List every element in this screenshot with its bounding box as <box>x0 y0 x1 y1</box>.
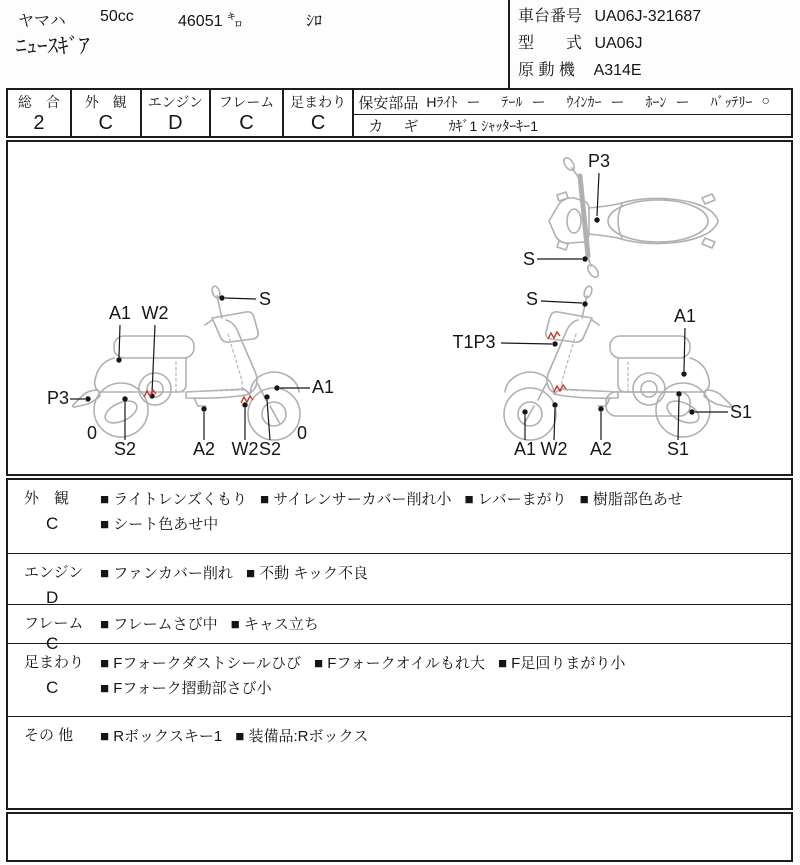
grade-cell-overall <box>8 90 72 136</box>
grade-label: 外 観 <box>84 94 127 110</box>
condition-item: ■ Fフォーク摺動部さび小 <box>100 680 272 697</box>
safety-item-winker: ｳｲﾝｶｰ ー <box>566 94 625 110</box>
engine-code-label: 原 動 機 <box>518 62 575 79</box>
safety-item-battery: ﾊﾞｯﾃﾘｰ ○ <box>710 92 770 110</box>
damage-code-label: W2 <box>141 303 169 323</box>
damage-code-label: 0 <box>296 423 308 443</box>
condition-row-engine <box>8 554 791 605</box>
label-dot <box>681 371 686 376</box>
safety-parts-box <box>354 90 791 136</box>
label-leader-line <box>554 408 555 440</box>
grade-label: エンジン <box>147 94 204 110</box>
condition-label: エンジン <box>24 564 84 581</box>
grade-cell-undercarriage <box>284 90 355 136</box>
damage-code-label: S1 <box>729 402 753 422</box>
grade-value: C <box>98 112 113 134</box>
condition-label: フレーム <box>24 615 84 632</box>
condition-grade: C <box>46 634 59 653</box>
label-dot <box>85 396 90 401</box>
grade-cell-frame <box>211 90 284 136</box>
label-dot <box>116 357 121 362</box>
label-dot <box>264 394 269 399</box>
label-dot <box>594 217 599 222</box>
condition-items <box>100 554 791 604</box>
condition-item: ■ ライトレンズくもり <box>100 491 247 508</box>
label-dot <box>582 256 587 261</box>
condition-grade: C <box>46 678 59 697</box>
safety-item-headlight: Hﾗｲﾄ ー <box>426 94 481 110</box>
chassis-number-value: UA06J-321687 <box>594 8 702 25</box>
damage-code-label: S2 <box>258 439 282 459</box>
damage-code-label: P3 <box>587 151 611 171</box>
model-code-row <box>518 30 701 57</box>
grade-label: 足まわり <box>290 94 347 110</box>
condition-head <box>8 644 100 716</box>
condition-items <box>100 717 791 806</box>
label-dot <box>689 409 694 414</box>
label-leader-line <box>678 397 679 440</box>
condition-head <box>8 480 100 553</box>
condition-item: ■ レバーまがり <box>464 491 567 508</box>
damage-diagram-box <box>6 140 793 476</box>
label-dot <box>122 396 127 401</box>
damage-diagram <box>8 142 791 474</box>
label-dot <box>552 402 557 407</box>
safety-parts-row <box>354 90 791 115</box>
condition-items <box>100 644 791 716</box>
damage-code-label: S2 <box>113 439 137 459</box>
grade-summary-table <box>6 88 793 138</box>
safety-item-tail: ﾃｰﾙ ー <box>501 94 546 110</box>
condition-item: ■ サイレンサーカバー削れ小 <box>259 491 452 508</box>
grade-value: D <box>168 112 183 134</box>
condition-item: ■ Fフォークダストシールひび <box>100 655 302 672</box>
condition-row-frame <box>8 605 791 653</box>
chassis-number-row <box>518 3 701 30</box>
remarks-empty-box <box>6 812 793 862</box>
key-row <box>354 115 791 136</box>
condition-item: ■ Fフォークオイルもれ大 <box>314 655 485 672</box>
vehicle-info <box>518 3 701 84</box>
condition-row-other <box>8 717 791 806</box>
condition-item: ■ キャス立ち <box>230 616 319 633</box>
scooter-top-view <box>549 156 718 279</box>
grade-label: 総 合 <box>17 94 60 110</box>
scooter-right-side-view <box>504 285 731 440</box>
condition-item: ■ F足回りまがり小 <box>497 655 626 672</box>
condition-label: その 他 <box>24 727 74 744</box>
condition-row-exterior <box>8 480 791 554</box>
damage-code-label: S <box>522 249 536 269</box>
damage-code-label: S <box>258 289 272 309</box>
header-divider <box>508 0 510 88</box>
damage-code-label: P3 <box>46 388 70 408</box>
key-value: ｶｷﾞ1 ｼｬｯﾀｰｷｰ1 <box>448 117 539 134</box>
label-dot <box>552 341 557 346</box>
condition-grade: D <box>46 588 59 607</box>
header <box>0 0 800 88</box>
damage-code-label: S1 <box>666 439 690 459</box>
condition-item: ■ 樹脂部色あせ <box>579 491 683 508</box>
body-color: ｼﾛ <box>306 13 323 30</box>
condition-item: ■ ファンカバー削れ <box>100 565 233 582</box>
label-leader-line <box>597 173 599 216</box>
damage-code-label: W2 <box>231 439 259 459</box>
label-dot <box>274 385 279 390</box>
grade-value: C <box>239 112 254 134</box>
condition-row-undercarriage <box>8 644 791 717</box>
condition-item: ■ シート色あせ中 <box>100 516 219 533</box>
grade-value: 2 <box>33 112 45 134</box>
condition-label: 足まわり <box>24 654 85 671</box>
grade-cell-engine <box>142 90 212 136</box>
damage-code-label: 0 <box>86 423 98 443</box>
label-dot <box>522 409 527 414</box>
damage-code-label: A1 <box>311 377 335 397</box>
condition-grade: C <box>46 514 59 533</box>
condition-head <box>8 605 100 653</box>
label-leader-line <box>541 301 582 303</box>
chassis-number-label: 車台番号 <box>518 8 583 25</box>
model-code-label: 型 式 <box>518 35 583 52</box>
displacement: 50cc <box>100 8 134 25</box>
model-code-value: UA06J <box>594 35 643 52</box>
condition-label: 外 観 <box>24 490 70 507</box>
condition-items <box>100 480 791 553</box>
damage-code-label: T1P3 <box>452 332 496 352</box>
condition-item: ■ フレームさび中 <box>100 616 218 633</box>
damage-code-label: W2 <box>540 439 568 459</box>
damage-code-label: A1 <box>108 303 132 323</box>
condition-item: ■ 不動 キック不良 <box>245 565 369 582</box>
condition-head <box>8 717 100 806</box>
label-leader-line <box>501 343 552 344</box>
label-leader-line <box>119 325 120 357</box>
damage-code-label: A2 <box>192 439 216 459</box>
condition-head <box>8 554 100 607</box>
diagram-annotations <box>47 151 752 459</box>
condition-item: ■ Rボックスキー1 <box>100 728 223 745</box>
label-dot <box>598 406 603 411</box>
safety-item-horn: ﾎｰﾝ ー <box>645 94 690 110</box>
label-leader-line <box>225 298 256 299</box>
label-dot <box>582 301 587 306</box>
grade-cell-exterior <box>72 90 142 136</box>
grade-label: フレーム <box>218 94 275 110</box>
engine-code-value: A314E <box>593 62 642 79</box>
condition-item: ■ 装備品:Rボックス <box>235 728 369 745</box>
label-leader-line <box>684 328 685 371</box>
label-dot <box>201 406 206 411</box>
damage-code-label: A1 <box>513 439 537 459</box>
key-label: カ ギ <box>368 118 427 135</box>
safety-parts-label: 保安部品 <box>358 94 419 112</box>
model-name: ﾆｭｰｽｷﾞｱ <box>16 35 90 58</box>
damage-code-label: S <box>525 289 539 309</box>
condition-table <box>6 478 793 810</box>
damage-code-label: A2 <box>589 439 613 459</box>
label-dot <box>676 391 681 396</box>
mileage: 46051 ㌔ <box>178 13 243 30</box>
grade-value: C <box>310 112 326 134</box>
label-dot <box>219 295 224 300</box>
maker-name: ヤマハ <box>18 13 66 30</box>
engine-code-row <box>518 57 701 84</box>
condition-items <box>100 605 791 643</box>
damage-code-label: A1 <box>673 306 697 326</box>
